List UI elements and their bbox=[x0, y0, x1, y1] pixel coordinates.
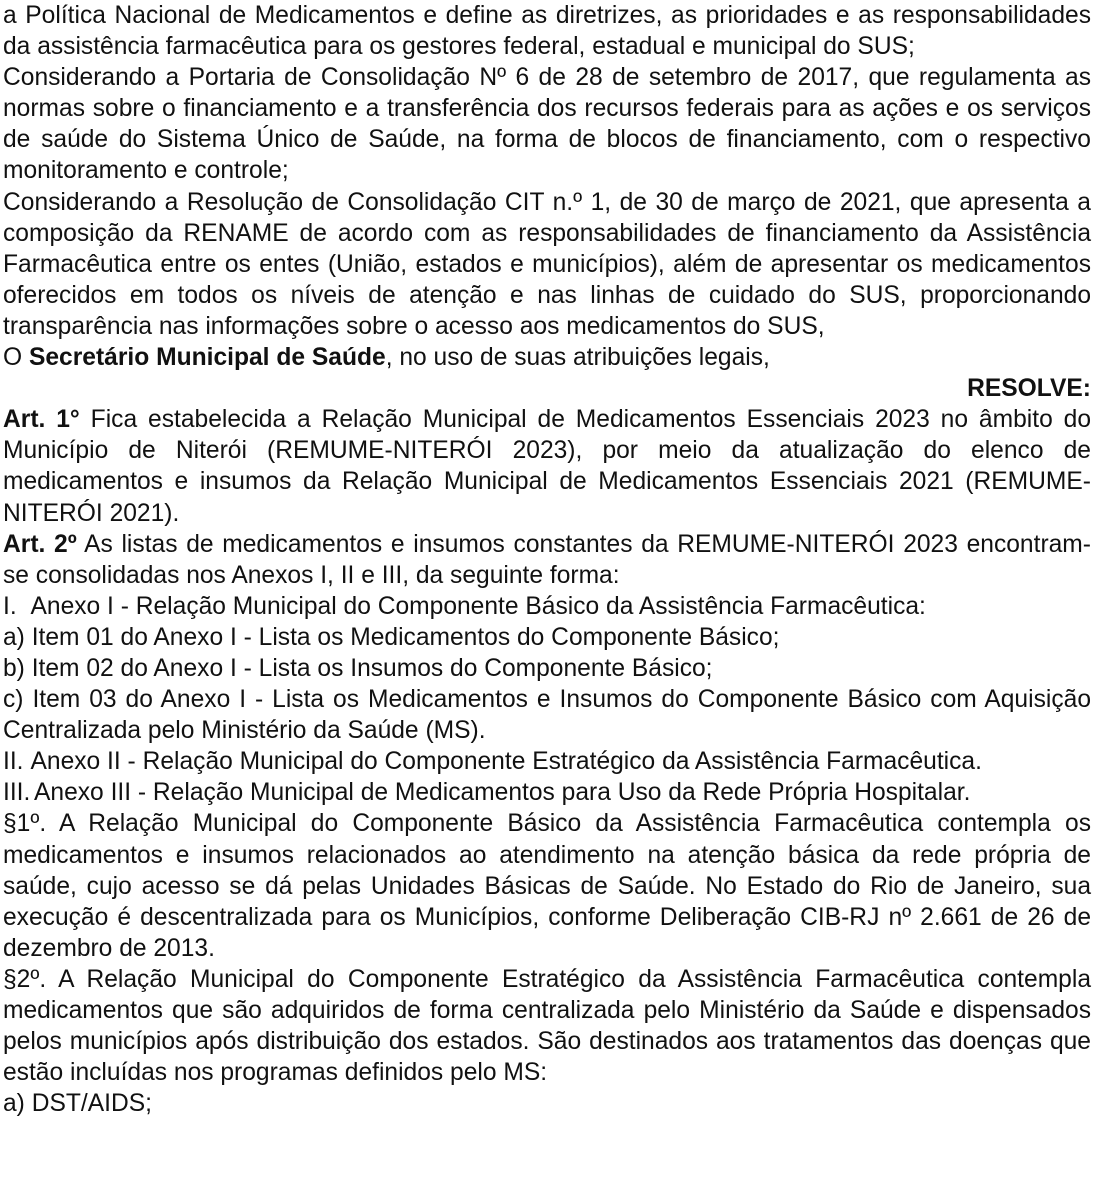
paragraph-resolucao: Considerando a Resolução de Consolidação CIT n.º 1, de 30 de março de 2021, que apresenta a composição da RENAME de acordo com as responsabilidades de financiamento da Assistência Farmacêutica entre os entes (União, estados e municípios), além de apresentar os medicamentos oferecidos em todos os níveis de atenção e nas linhas de cuidado do SUS, proporcionando transparência nas informações sobre o acesso aos medicamentos do SUS, bbox=[3, 188, 1091, 340]
paragraph-section-1: §1º. A Relação Municipal do Componente Básico da Assistência Farmacêutica contempla os medicamentos e insumos relacionados ao atendimento na atenção básica da rede própria de saúde, cujo acesso se dá pelas Unidades Básicas de Saúde. No Estado do Rio de Janeiro, sua execução é descentralizada para os Municípios, conforme Deliberação CIB-RJ nº 2.661 de 26 de dezembro de 2013. bbox=[3, 810, 1091, 962]
anexo-2-numeral: II. bbox=[3, 748, 24, 776]
article-1 bbox=[3, 404, 1091, 528]
list-item-b: b) Item 02 do Anexo I - Lista os Insumos do Componente Básico; bbox=[3, 654, 713, 682]
secretario-suffix: , no uso de suas atribuições legais, bbox=[385, 344, 770, 372]
list-item-dst: a) DST/AIDS; bbox=[3, 1090, 152, 1118]
secretario-prefix: O bbox=[3, 344, 29, 372]
article-1-label: Art. 1° bbox=[3, 406, 80, 434]
anexo-2-text: Anexo II - Relação Municipal do Componente Estratégico da Assistência Farmacêutica. bbox=[30, 748, 982, 776]
paragraph-secretario bbox=[3, 342, 1091, 373]
resolve-heading: RESOLVE: bbox=[967, 375, 1091, 403]
article-2-text: As listas de medicamentos e insumos constantes da REMUME-NITERÓI 2023 encontram-se consolidadas nos Anexos I, II e III, da seguinte forma: bbox=[3, 530, 1091, 589]
anexo-1-text: Anexo I - Relação Municipal do Componente Básico da Assistência Farmacêutica: bbox=[30, 592, 926, 620]
document-body bbox=[3, 0, 1091, 1119]
article-2 bbox=[3, 529, 1091, 591]
anexo-3-text: Anexo III - Relação Municipal de Medicamentos para Uso da Rede Própria Hospitalar. bbox=[34, 779, 971, 807]
paragraph-section-2: §2º. A Relação Municipal do Componente Estratégico da Assistência Farmacêutica contempla medicamentos que são adquiridos de forma centralizada pelo Ministério da Saúde e dispensados pelos municípios após distribuição dos estados. São destinados aos tratamentos das doenças que estão incluídas nos programas definidos pelo MS: bbox=[3, 965, 1091, 1087]
article-2-label: Art. 2º bbox=[3, 530, 77, 558]
article-1-text: Fica estabelecida a Relação Municipal de Medicamentos Essenciais 2023 no âmbito do Município de Niterói (REMUME-NITERÓI 2023), por meio da atualização do elenco de medicamentos e insumos da Relação Municipal de Medicamentos Essenciais 2021 (REMUME-NITERÓI 2021). bbox=[3, 406, 1092, 527]
anexo-2-item bbox=[3, 746, 1091, 777]
list-item-a: a) Item 01 do Anexo I - Lista os Medicamentos do Componente Básico; bbox=[3, 623, 780, 651]
anexo-3-item bbox=[3, 777, 1091, 808]
anexo-1-numeral: I. bbox=[3, 592, 17, 620]
anexo-1-item bbox=[3, 591, 1091, 622]
anexo-3-numeral: III. bbox=[3, 779, 31, 807]
secretario-title: Secretário Municipal de Saúde bbox=[28, 344, 386, 372]
paragraph-portaria: Considerando a Portaria de Consolidação Nº 6 de 28 de setembro de 2017, que regulamenta as normas sobre o financiamento e a transferência dos recursos federais para as ações e os serviços de saúde do Sistema Único de Saúde, na forma de blocos de financiamento, com o respectivo monitoramento e controle; bbox=[3, 64, 1091, 185]
list-item-c: c) Item 03 do Anexo I - Lista os Medicamentos e Insumos do Componente Básico com Aquisição Centralizada pelo Ministério da Saúde (MS). bbox=[3, 686, 1091, 745]
paragraph-politica: a Política Nacional de Medicamentos e define as diretrizes, as prioridades e as responsabilidades da assistência farmacêutica para os gestores federal, estadual e municipal do SUS; bbox=[3, 2, 1091, 61]
